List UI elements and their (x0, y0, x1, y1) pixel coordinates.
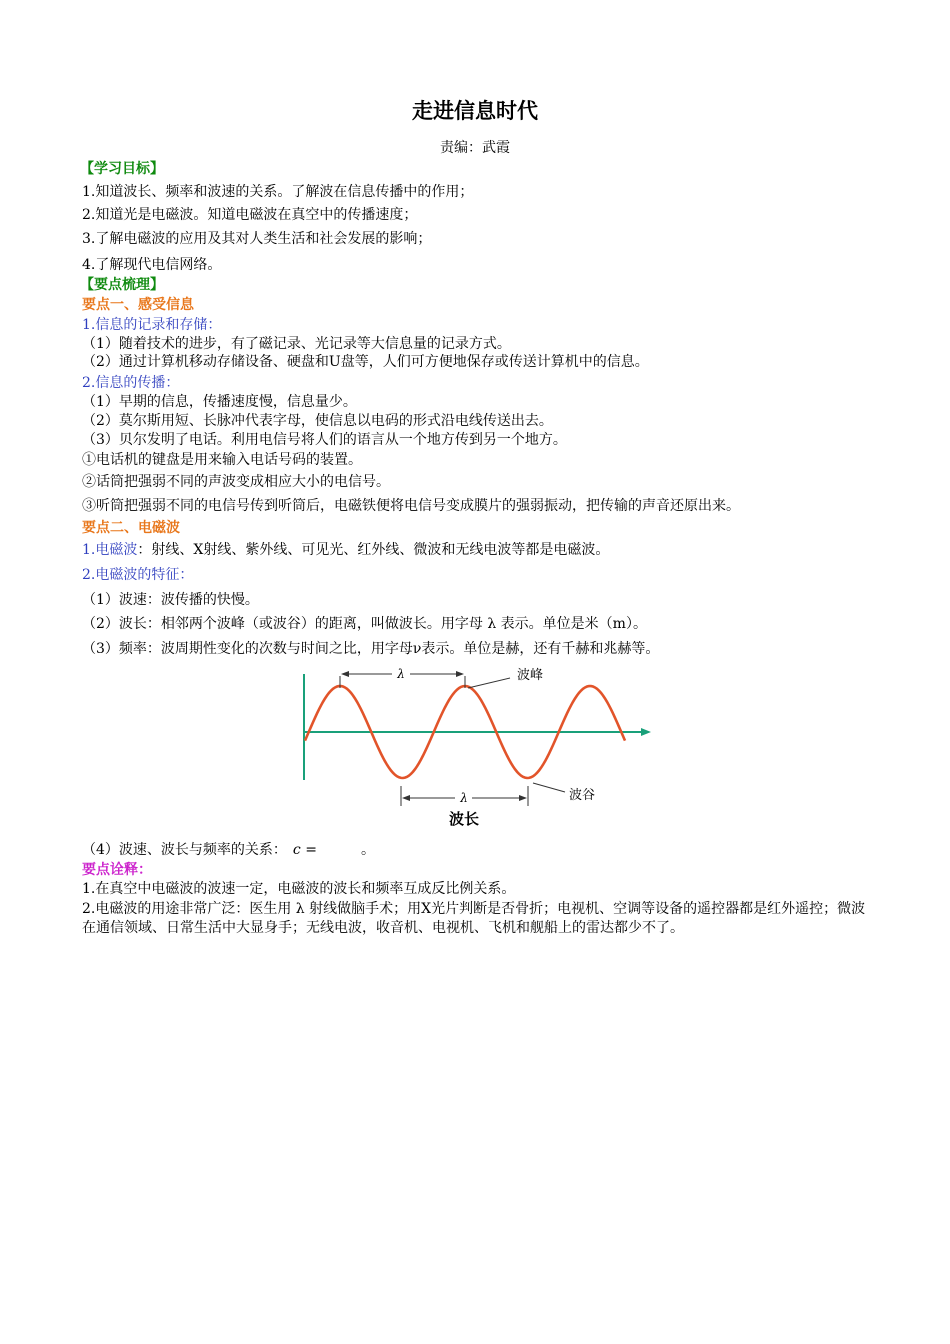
wavelength-diagram (295, 664, 655, 834)
list-item: ②话筒把强弱不同的声波变成相应大小的电信号。 (82, 474, 390, 490)
relation-text: （4）波速、波长与频率的关系： (82, 842, 287, 858)
list-item: （2）波长：相邻两个波峰（或波谷）的距离，叫做波长。用字母 λ 表示。单位是米（m）。 (82, 616, 647, 632)
relation-line (82, 841, 375, 859)
point1-sub2: 2.信息的传播： (82, 375, 180, 391)
bracket-arrow (341, 671, 349, 677)
x-axis-arrow (641, 728, 651, 736)
list-item: （3）贝尔发明了电话。利用电信号将人们的语言从一个地方传到另一个地方。 (82, 432, 567, 448)
list-item: （1）早期的信息，传播速度慢，信息量少。 (82, 394, 357, 410)
bracket-arrow (402, 795, 410, 801)
crest-pointer (468, 678, 510, 688)
trough-pointer (533, 783, 565, 792)
list-item: （2）通过计算机移动存储设备、硬盘和U盘等，人们可方便地保存或传送计算机中的信息。 (82, 354, 649, 370)
goal-item: 2.知道光是电磁波。知道电磁波在真空中的传播速度； (82, 207, 418, 223)
notes-heading: 要点诠释： (82, 862, 152, 878)
goals-heading: 【学习目标】 (80, 161, 164, 177)
figure-caption: 波长 (448, 810, 480, 828)
note-item: 1.在真空中电磁波的波速一定，电磁波的波长和频率互成反比例关系。 (82, 881, 516, 897)
point1-sub1: 1.信息的记录和存储： (82, 317, 222, 333)
list-item: ③听筒把强弱不同的电信号传到听筒后，电磁铁便将电信号变成膜片的强弱振动，把传输的声音还原出来。 (82, 498, 740, 514)
list-item: （1）随着技术的进步，有了磁记录、光记录等大信息量的记录方式。 (82, 336, 511, 352)
bracket-arrow (519, 795, 527, 801)
lambda-label-top: λ (397, 667, 405, 681)
point2-sub1-text: ：射线、X射线、紫外线、可见光、红外线、微波和无线电波等都是电磁波。 (137, 542, 610, 558)
goal-item: 1.知道波长、频率和波速的关系。了解波在信息传播中的作用； (82, 184, 474, 200)
point2-sub1 (82, 541, 609, 559)
relation-end: 。 (360, 842, 375, 858)
point2-sub1-label: 1.电磁波 (82, 542, 138, 558)
list-item: （2）莫尔斯用短、长脉冲代表字母，使信息以电码的形式沿电线传送出去。 (82, 413, 553, 429)
formula: c = (292, 842, 317, 858)
summary-heading: 【要点梳理】 (80, 277, 164, 293)
editor-line: 责编：武霞 (440, 140, 510, 156)
lambda-label-bottom: λ (460, 791, 468, 805)
point1-heading: 要点一、感受信息 (82, 297, 194, 313)
point2-sub2: 2.电磁波的特征： (82, 567, 194, 583)
goal-item: 3.了解电磁波的应用及其对人类生活和社会发展的影响； (82, 231, 432, 247)
list-item: ①电话机的键盘是用来输入电话号码的装置。 (82, 452, 362, 468)
page-title: 走进信息时代 (412, 99, 538, 123)
point2-heading: 要点二、电磁波 (82, 520, 180, 536)
list-item: （1）波速：波传播的快慢。 (82, 592, 259, 608)
bracket-arrow (456, 671, 464, 677)
trough-label: 波谷 (569, 788, 596, 803)
note-item: 2.电磁波的用途非常广泛：医生用 λ 射线做脑手术；用X光片判断是否骨折；电视机、空调等设备的遥控器都是红外遥控；微波在通信领域、日常生活中大显身手；无线电波，收音机、电视机、飞机和舰船上的雷达都少不了。 (82, 901, 866, 936)
list-item: （3）频率：波周期性变化的次数与时间之比，用字母ν表示。单位是赫，还有千赫和兆赫等。 (82, 641, 660, 657)
crest-label: 波峰 (517, 668, 544, 683)
goal-item: 4.了解现代电信网络。 (82, 257, 222, 273)
